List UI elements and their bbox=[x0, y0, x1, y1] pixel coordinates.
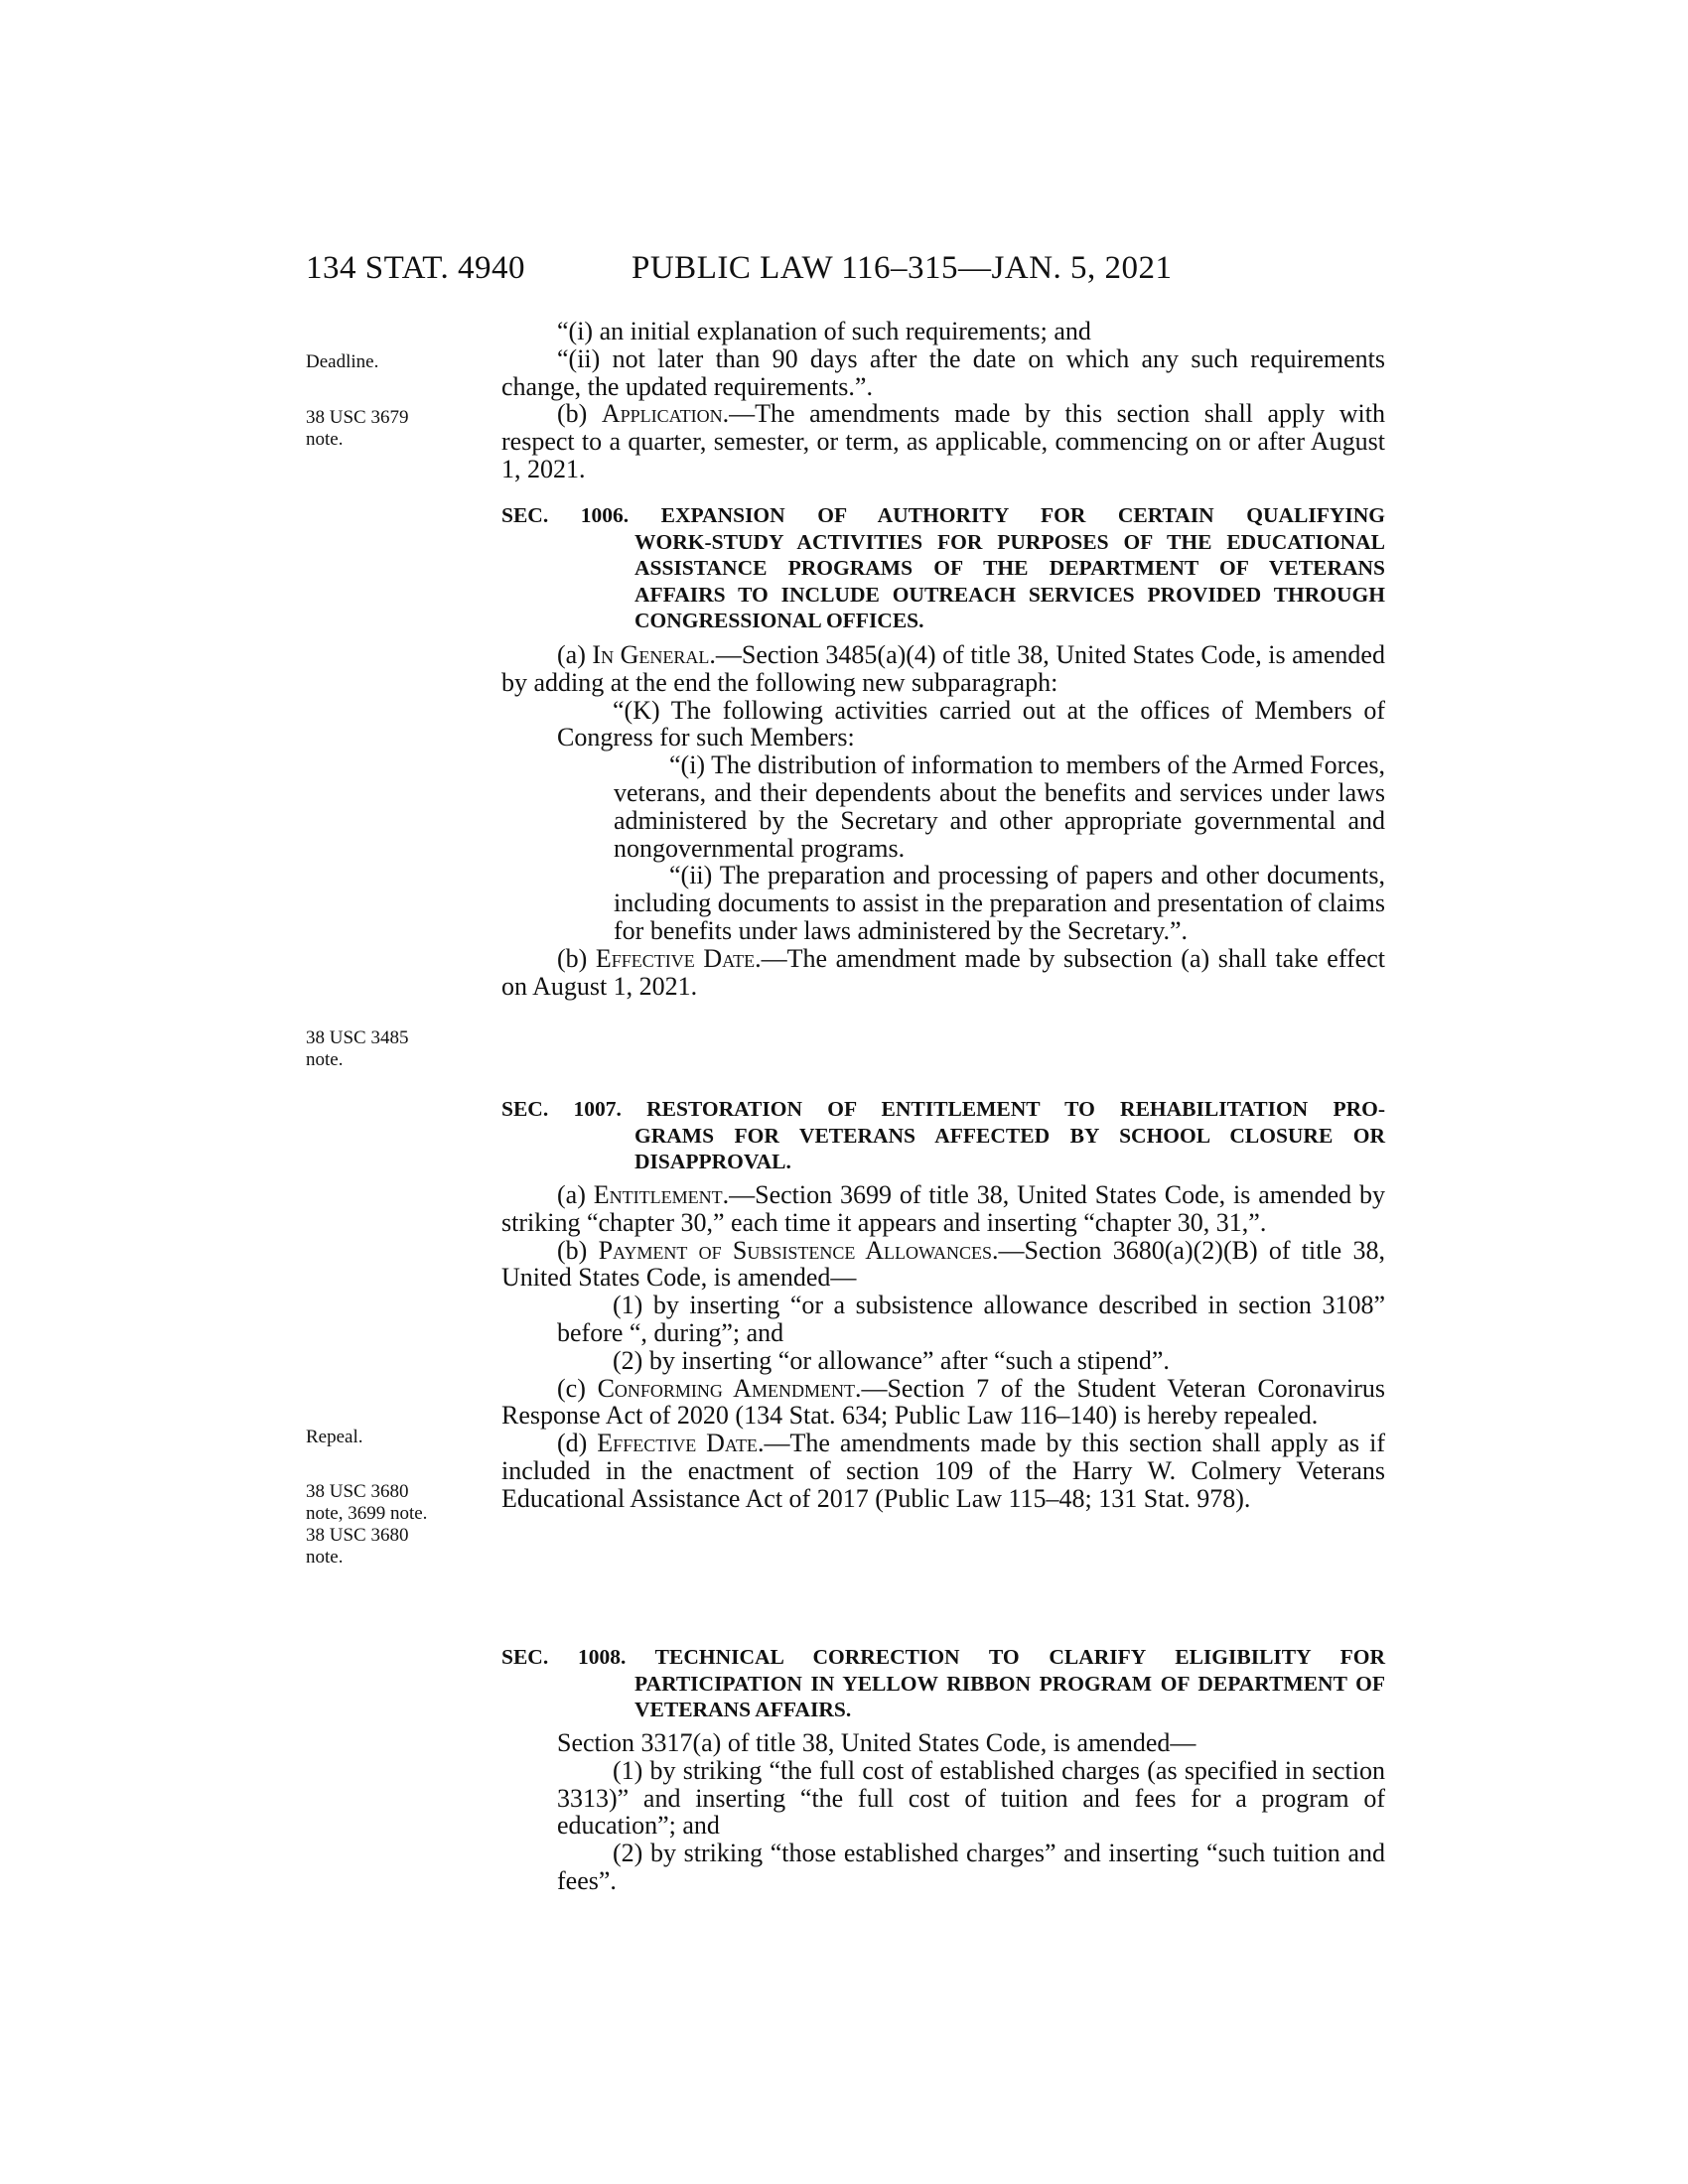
subsection-text: .—Section 3699 of title 38, United States Code, is amended by striking “chapter 30,” each time it appears and inserting “chapter 30, 31,”. bbox=[501, 1180, 1385, 1237]
margin-note-repeal: Repeal. bbox=[306, 1427, 363, 1447]
margin-note-line: 38 USC 3680 bbox=[306, 1525, 409, 1546]
statute-page-number: 134 STAT. 4940 bbox=[306, 250, 526, 286]
clause-k-ii: “(ii) The preparation and processing of papers and other documents, including documents to assist in the preparation and presentation of claims for benefits under laws administered by the Secretary.”. bbox=[614, 861, 1385, 945]
margin-note-line: note. bbox=[306, 1049, 344, 1070]
subsection-label: (d) bbox=[557, 1429, 598, 1458]
margin-note-line: 38 USC 3680 bbox=[306, 1481, 409, 1502]
section-heading-rest: WORK-STUDY ACTIVITIES FOR PURPOSES OF THE EDUCATIONAL ASSISTANCE PROGRAMS OF THE DEPARTMENT OF VETERANS AFFAIRS TO INCLUDE OUTREACH SERVICES PROVIDED THROUGH CONGRESSIONAL OFFICES. bbox=[634, 529, 1385, 632]
subsection-text: .—The amendments made by this section shall apply as if included in the enactment of section 109 of the Harry W. Colmery Veterans Educational Assistance Act of 2017 (Public Law 115–48; 131 Stat. 978). bbox=[501, 1429, 1385, 1513]
subsection-heading: Payment of Subsistence Allowances bbox=[598, 1235, 993, 1265]
section-heading-line1: SEC. 1007. RESTORATION OF ENTITLEMENT TO REHABILITATION PRO- bbox=[501, 1097, 1385, 1121]
continuation-block bbox=[501, 318, 1385, 483]
subsection-b-effective-date bbox=[501, 945, 1385, 1001]
margin-note-usc-3485 bbox=[306, 1027, 455, 1071]
section-1006-body bbox=[501, 641, 1385, 1000]
subsection-text: .—Section 7 of the Student Veteran Coronavirus Response Act of 2020 (134 Stat. 634; Public Law 116–140) is hereby repealed. bbox=[501, 1373, 1385, 1431]
subparagraph-k: “(K) The following activities carried out at the offices of Members of Congress for such Members: bbox=[557, 695, 1385, 752]
subsection-heading: Conforming Amendment bbox=[597, 1373, 855, 1403]
subsection-heading: Application bbox=[601, 399, 723, 429]
paragraph-2: (2) by striking “those established charges” and inserting “such tuition and fees”. bbox=[557, 1839, 1385, 1895]
margin-note-usc-3679 bbox=[306, 407, 455, 451]
subsection-heading: Effective Date bbox=[597, 1429, 758, 1458]
subsection-label: (a) bbox=[557, 1180, 594, 1209]
section-heading-rest: GRAMS FOR VETERANS AFFECTED BY SCHOOL CLOSURE OR DISAPPROVAL. bbox=[634, 1123, 1385, 1173]
paragraph-b-2: (2) by inserting “or allowance” after “such a stipend”. bbox=[613, 1345, 1170, 1375]
section-1008-body bbox=[501, 1729, 1385, 1895]
section-1008-heading bbox=[501, 1644, 1385, 1723]
clause-k-i: “(i) The distribution of information to members of the Armed Forces, veterans, and their dependents about the benefits and services under laws administered by the Secretary and other appropriate governmental and nongovernmental programs. bbox=[614, 751, 1385, 863]
subsection-heading: Effective Date bbox=[595, 943, 756, 973]
subsection-b-subsistence bbox=[501, 1237, 1385, 1293]
margin-note-line: note. bbox=[306, 429, 344, 450]
section-1006-heading bbox=[501, 502, 1385, 634]
section-1007-heading bbox=[501, 1096, 1385, 1175]
subsection-a-in-general bbox=[501, 641, 1385, 697]
section-heading-line1: SEC. 1006. EXPANSION OF AUTHORITY FOR CERTAIN QUALIFYING bbox=[501, 503, 1385, 527]
margin-note-deadline: Deadline. bbox=[306, 351, 379, 372]
public-law-heading: PUBLIC LAW 116–315—JAN. 5, 2021 bbox=[632, 250, 1173, 286]
paragraph-b-1: (1) by inserting “or a subsistence allowance described in section 3108” before “, during”; and bbox=[557, 1291, 1385, 1347]
subsection-heading: In General bbox=[592, 640, 710, 669]
section-1008-intro: Section 3317(a) of title 38, United States Code, is amended— bbox=[557, 1728, 1196, 1757]
subsection-label: (c) bbox=[557, 1373, 598, 1403]
subsection-text: .—The amendment made by subsection (a) shall take effect on August 1, 2021. bbox=[501, 943, 1385, 1001]
margin-note-line: note. bbox=[306, 1547, 344, 1568]
subsection-text: .—Section 3485(a)(4) of title 38, United States Code, is amended by adding at the end the following new subparagraph: bbox=[501, 640, 1385, 697]
margin-note-usc-3680-3699 bbox=[306, 1481, 455, 1569]
subsection-d-effective-date bbox=[501, 1430, 1385, 1512]
subsection-a-entitlement bbox=[501, 1181, 1385, 1237]
margin-note-line: note, 3699 note. bbox=[306, 1503, 428, 1524]
subsection-text: .—Section 3680(a)(2)(B) of title 38, United States Code, is amended— bbox=[501, 1235, 1385, 1293]
margin-note-line: 38 USC 3485 bbox=[306, 1027, 409, 1048]
subsection-label: (b) bbox=[557, 1235, 599, 1265]
subsection-label: (b) bbox=[557, 399, 602, 429]
subsection-text: .—The amendments made by this section shall apply with respect to a quarter, semester, or term, as applicable, commencing on or after August 1, 2021. bbox=[501, 399, 1385, 483]
subsection-label: (b) bbox=[557, 943, 596, 973]
paragraph-1: (1) by striking “the full cost of established charges (as specified in section 3313)” and inserting “the full cost of tuition and fees for a program of education”; and bbox=[557, 1755, 1385, 1841]
section-heading-rest: PARTICIPATION IN YELLOW RIBBON PROGRAM OF DEPARTMENT OF VETERANS AFFAIRS. bbox=[634, 1671, 1385, 1721]
margin-note-line: 38 USC 3679 bbox=[306, 407, 409, 428]
subsection-c-conforming bbox=[501, 1375, 1385, 1431]
subsection-heading: Entitlement bbox=[593, 1180, 723, 1209]
section-1007-body bbox=[501, 1181, 1385, 1513]
clause-i: “(i) an initial explanation of such requirements; and bbox=[557, 317, 1091, 345]
subsection-label: (a) bbox=[557, 640, 593, 669]
subsection-b-application bbox=[501, 400, 1385, 482]
section-heading-line1: SEC. 1008. TECHNICAL CORRECTION TO CLARIFY ELIGIBILITY FOR bbox=[501, 1645, 1385, 1669]
clause-ii: “(ii) not later than 90 days after the date on which any such requirements change, the updated requirements.”. bbox=[501, 343, 1385, 401]
